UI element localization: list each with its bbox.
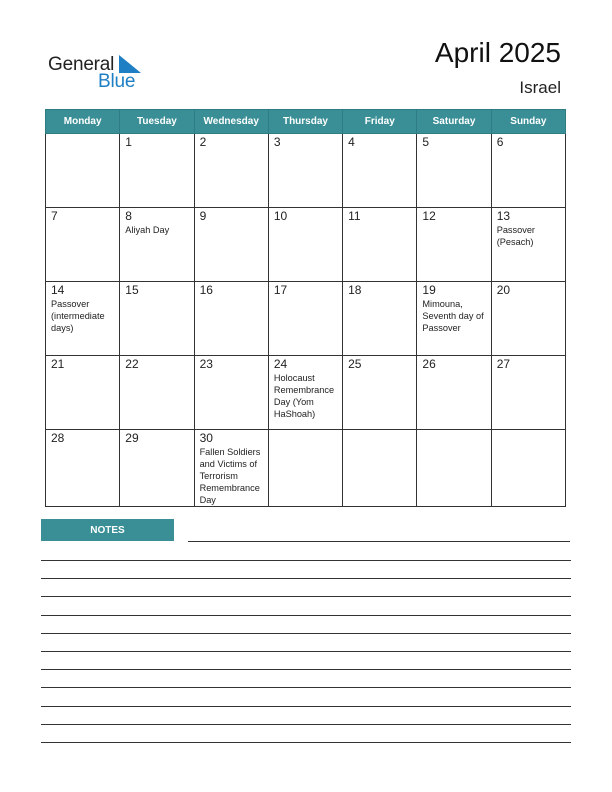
day-number: 7 (51, 209, 58, 223)
week-row (46, 356, 566, 430)
day-number: 21 (51, 357, 65, 371)
day-cell (120, 134, 194, 208)
day-number: 18 (348, 283, 362, 297)
day-cell (194, 208, 268, 282)
day-number: 12 (422, 209, 436, 223)
notes-rule (41, 578, 571, 579)
day-number: 4 (348, 135, 355, 149)
day-cell (268, 356, 342, 430)
day-cell (268, 208, 342, 282)
brand-logo (48, 52, 158, 92)
day-cell (491, 356, 565, 430)
day-cell (194, 430, 268, 507)
week-row (46, 208, 566, 282)
day-number: 1 (125, 135, 132, 149)
notes-rule (41, 615, 571, 616)
day-cell (417, 356, 491, 430)
day-cell (417, 430, 491, 507)
day-cell (491, 134, 565, 208)
day-number: 29 (125, 431, 139, 445)
notes-rule (41, 596, 571, 597)
day-cell (194, 134, 268, 208)
day-number: 23 (199, 357, 213, 371)
day-number: 24 (273, 357, 288, 371)
notes-rule (41, 560, 571, 561)
notes-rule (41, 742, 571, 743)
day-cell (120, 430, 194, 507)
weekday-header: Friday (343, 110, 417, 134)
day-number: 26 (422, 357, 436, 371)
notes-rule (188, 541, 570, 542)
notes-label: NOTES (41, 519, 174, 541)
day-number: 16 (199, 283, 213, 297)
day-cell (46, 134, 120, 208)
day-number: 11 (348, 209, 361, 223)
day-cell (120, 208, 194, 282)
holiday-event: Aliyah Day (125, 225, 170, 235)
logo-text-general: General (48, 54, 115, 75)
week-row (46, 282, 566, 356)
weekday-header: Wednesday (194, 110, 268, 134)
notes-rule (41, 687, 571, 688)
day-number: 9 (199, 209, 207, 223)
page-title: April 2025 (434, 37, 561, 68)
logo-text-blue: Blue (98, 71, 136, 92)
holiday-event: Mimouna, Seventh day of Passover (422, 299, 484, 333)
notes-rule (41, 669, 571, 670)
notes-rule (41, 706, 571, 707)
day-number: 10 (273, 209, 288, 223)
day-cell (343, 208, 417, 282)
day-cell (417, 282, 491, 356)
day-number: 14 (51, 283, 65, 297)
day-number: 20 (496, 283, 511, 297)
weekday-header: Sunday (491, 110, 565, 134)
day-cell (417, 208, 491, 282)
week-row (46, 134, 566, 208)
day-cell (268, 430, 342, 507)
holiday-event: Holocaust Remembrance Day (Yom HaShoah) (273, 373, 335, 419)
day-number: 13 (496, 209, 511, 223)
day-cell (194, 356, 268, 430)
holiday-event: Fallen Soldiers and Victims of Terrorism Remembrance Day (199, 447, 261, 505)
day-number: 8 (125, 209, 132, 223)
day-cell (491, 430, 565, 507)
notes-rule (41, 724, 571, 725)
day-number: 3 (273, 135, 281, 149)
day-cell (491, 282, 565, 356)
day-number: 15 (125, 283, 139, 297)
day-cell (268, 134, 342, 208)
day-cell (268, 282, 342, 356)
day-number: 5 (422, 135, 430, 149)
day-cell (46, 282, 120, 356)
day-cell (46, 356, 120, 430)
day-cell (343, 134, 417, 208)
country-label: Israel (519, 78, 561, 97)
weekday-header: Tuesday (120, 110, 194, 134)
day-number: 28 (51, 431, 65, 445)
weekday-header: Thursday (268, 110, 342, 134)
day-cell (120, 356, 194, 430)
holiday-event: Passover (Pesach) (496, 225, 535, 247)
day-cell (46, 430, 120, 507)
day-cell (343, 430, 417, 507)
week-row (46, 430, 566, 507)
calendar-grid (45, 109, 566, 507)
day-number: 19 (422, 283, 436, 297)
day-cell (194, 282, 268, 356)
day-number: 2 (199, 135, 207, 149)
notes-rule (41, 651, 571, 652)
day-cell (46, 208, 120, 282)
notes-rule (41, 633, 571, 634)
weekday-header-row (46, 110, 566, 134)
day-number: 17 (273, 283, 288, 297)
day-number: 6 (496, 135, 504, 149)
day-number: 30 (199, 431, 213, 445)
holiday-event: Passover (intermediate days) (51, 299, 105, 333)
day-cell (491, 208, 565, 282)
day-cell (343, 356, 417, 430)
weekday-header: Monday (46, 110, 120, 134)
day-number: 25 (348, 357, 362, 371)
day-cell (343, 282, 417, 356)
day-cell (120, 282, 194, 356)
day-number: 27 (496, 357, 511, 371)
weekday-header: Saturday (417, 110, 491, 134)
day-number: 22 (125, 357, 139, 371)
day-cell (417, 134, 491, 208)
